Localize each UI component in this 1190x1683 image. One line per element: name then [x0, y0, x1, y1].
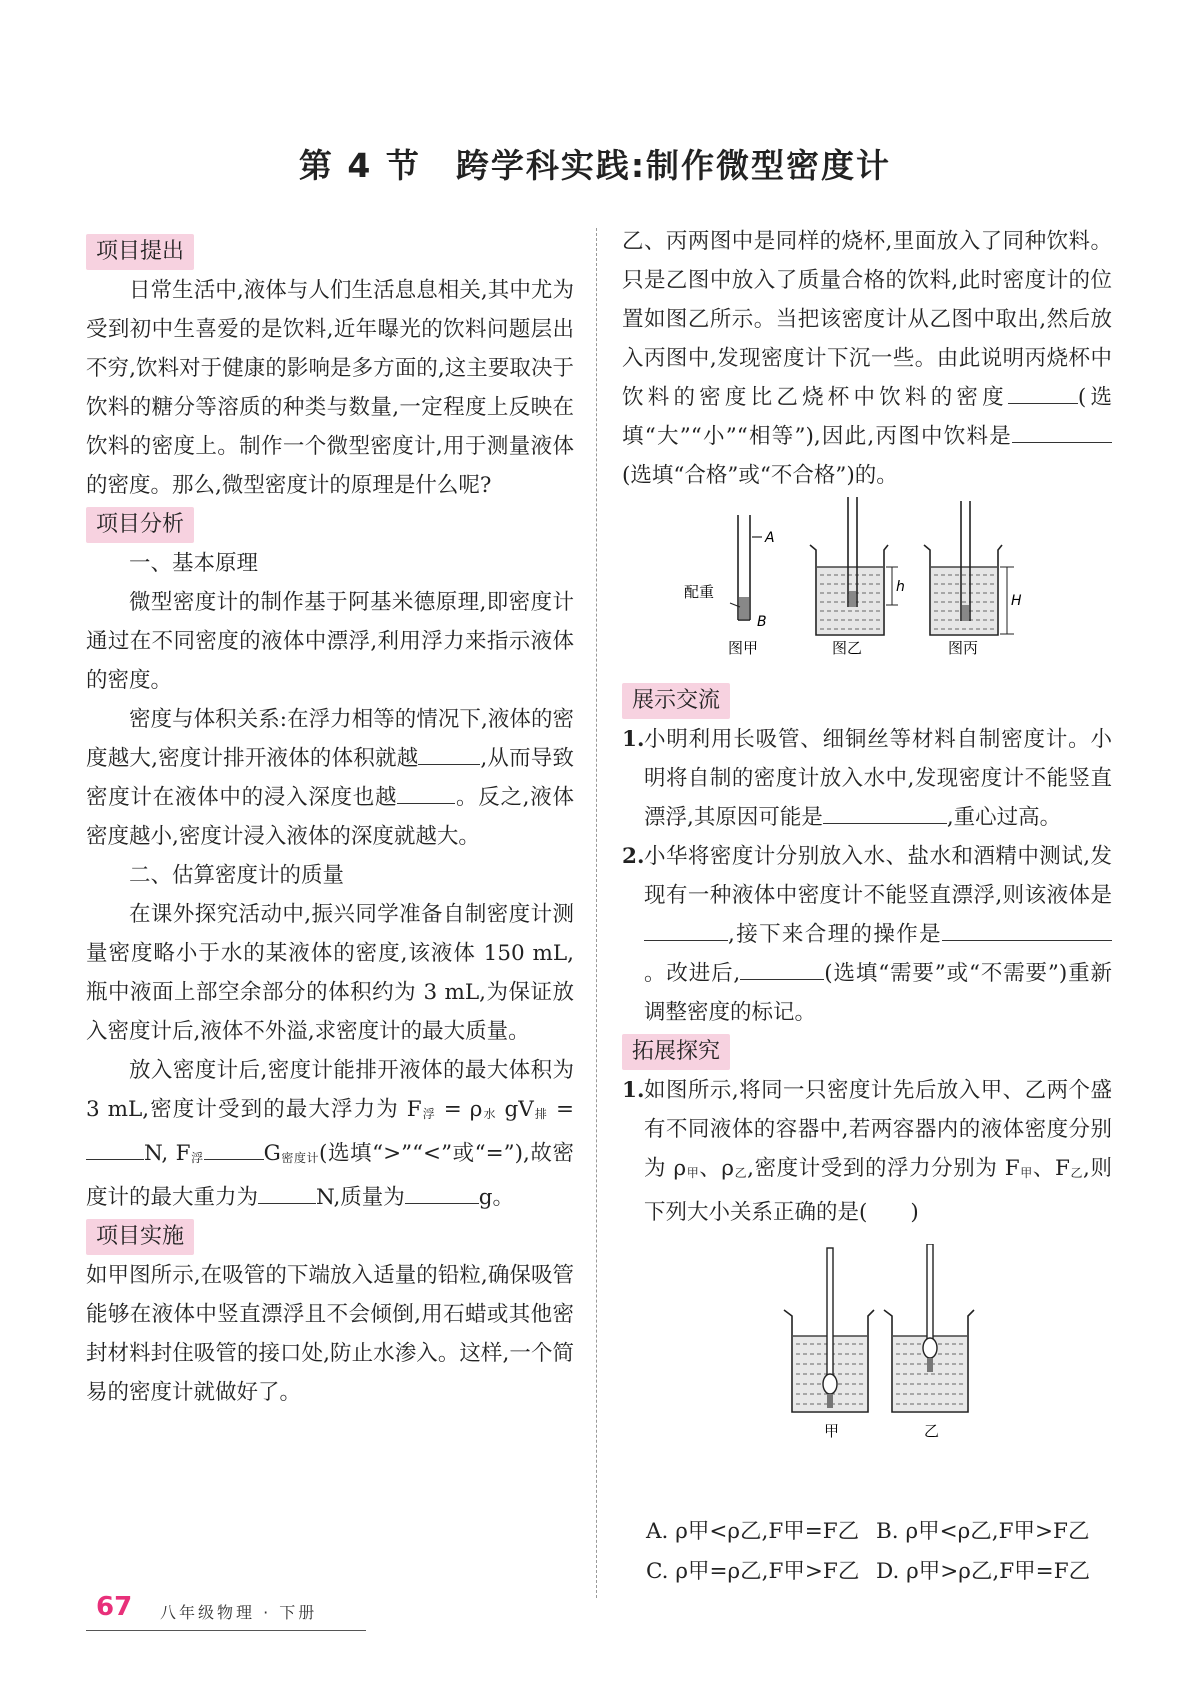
- answer-blank[interactable]: [942, 918, 1112, 941]
- answer-blank[interactable]: [405, 1181, 479, 1204]
- weight-block: [739, 597, 749, 619]
- answer-blank[interactable]: [86, 1137, 144, 1160]
- label-a: A: [765, 530, 775, 546]
- choice-c[interactable]: C. ρ甲=ρ乙,F甲>F乙: [646, 1559, 860, 1584]
- question-3: 1. 如图所示,将同一只密度计先后放入甲、乙两个盛有不同液体的容器中,若两容器内的液体密度分别为 ρ甲、ρ乙,密度计受到的浮力分别为 F甲、F乙,则下列大小关系正确的是( ): [622, 1078, 1112, 1225]
- label-h: h: [896, 579, 905, 595]
- book-title: 八年级物理 · 下册: [160, 1603, 318, 1622]
- section-heading-extension: 拓展探究: [622, 1034, 730, 1070]
- paragraph-intro: 日常生活中,液体与人们生活息息相关,其中尤为受到初中生喜爱的是饮料,近年曝光的饮料问题层出不穷,饮料对于健康的影响是多方面的,这主要取决于饮料的糖分等溶质的种类与数量,一定程度上反映在饮料的密度上。制作一个微型密度计,用于测量液体的密度。那么,微型密度计的原理是什么呢?: [86, 278, 574, 498]
- answer-choices: [646, 1512, 1106, 1592]
- choice-d[interactable]: D. ρ甲>ρ乙,F甲=F乙: [876, 1559, 1091, 1584]
- answer-blank[interactable]: [204, 1137, 264, 1160]
- choice-a[interactable]: A. ρ甲<ρ乙,F甲=F乙: [646, 1519, 860, 1544]
- page-number: 67: [96, 1592, 133, 1622]
- answer-blank[interactable]: [644, 918, 728, 941]
- paragraph-principle: 微型密度计的制作基于阿基米德原理,即密度计通过在不同密度的液体中漂浮,利用浮力来指示液体的密度。: [86, 590, 574, 693]
- beaker-yi: [884, 1244, 974, 1440]
- question-2: 2. 小华将密度计分别放入水、盐水和酒精中测试,发现有一种液体中密度计不能竖直漂浮,则该液体是,接下来合理的操作是。改进后, (选填“需要”或“不需要”)重新调整密度的标记。: [622, 844, 1112, 1025]
- left-column: [86, 232, 574, 1412]
- page-title: 第 4 节 跨学科实践:制作微型密度计: [298, 146, 892, 185]
- answer-blank[interactable]: [418, 742, 480, 765]
- label-weight: 配重: [684, 583, 715, 601]
- answer-blank[interactable]: [397, 781, 455, 804]
- section-heading-implementation: 项目实施: [86, 1219, 194, 1255]
- column-divider: [596, 228, 597, 1598]
- paragraph-comparison: 乙、丙两图中是同样的烧杯,里面放入了同种饮料。只是乙图中放入了质量合格的饮料,此时密度计的位置如图乙所示。当把该密度计从乙图中取出,然后放入丙图中,发现密度计下沉一些。由此说明丙烧杯中饮料的密度比乙烧杯中饮料的密度 (选填“大”“小”“相等”),因此,丙图中饮料是(选填“合格”或“不合格”)的。: [622, 229, 1112, 488]
- beaker-jia: [784, 1248, 874, 1440]
- hydrometer-figure: [622, 495, 1112, 681]
- paragraph-density-volume: 密度与体积关系:在浮力相等的情况下,液体的密度越大,密度计排开液体的体积就越 ,从而导致密度计在液体中的浸入深度也越 。反之,液体密度越小,密度计浸入液体的深度就越大。: [86, 707, 574, 849]
- figure-bing: [924, 501, 1022, 657]
- subheading-principle: 一、基本原理: [129, 551, 259, 576]
- caption-yi: 图乙: [832, 639, 863, 657]
- footer-rule: [86, 1630, 366, 1631]
- caption-beaker-yi: 乙: [924, 1422, 940, 1440]
- float-comparison-figure: [622, 1244, 1112, 1449]
- answer-blank[interactable]: [740, 957, 824, 980]
- section-heading-exchange: 展示交流: [622, 683, 730, 719]
- label-b: B: [757, 614, 767, 630]
- figure-jia: [684, 515, 775, 657]
- answer-blank[interactable]: [258, 1181, 316, 1204]
- question-1: 1. 小明利用长吸管、细铜丝等材料自制密度计。小明将自制的密度计放入水中,发现密度计不能竖直漂浮,其原因可能是 ,重心过高。: [622, 727, 1112, 830]
- paragraph-estimate: 在课外探究活动中,振兴同学准备自制密度计测量密度略小于水的某液体的密度,该液体 150 mL,瓶中液面上部空余部分的体积约为 3 mL,为保证放入密度计后,液体不外溢,求密度计的最大质量。: [86, 902, 574, 1044]
- label-big-h: H: [1011, 593, 1022, 609]
- choice-b[interactable]: B. ρ甲<ρ乙,F甲>F乙: [876, 1519, 1090, 1544]
- answer-blank[interactable]: [1008, 381, 1078, 404]
- answer-blank[interactable]: [1012, 420, 1112, 443]
- right-column: [622, 222, 1112, 1449]
- paragraph-calculation: 放入密度计后,密度计能排开液体的最大体积为 3 mL,密度计受到的最大浮力为 F浮 = ρ水 gV排 =N, F浮 G密度计(选填“>”“<”或“=”),故密度计的最大重力为 N,质量为 g。: [86, 1058, 574, 1210]
- section-heading-analysis: 项目分析: [86, 507, 194, 543]
- figure-yi: [810, 497, 905, 657]
- caption-bing: 图丙: [948, 639, 979, 657]
- subheading-estimate: 二、估算密度计的质量: [129, 863, 345, 888]
- paragraph-implementation: 如甲图所示,在吸管的下端放入适量的铅粒,确保吸管能够在液体中竖直漂浮且不会倾倒,用石蜡或其他密封材料封住吸管的接口处,防止水渗入。这样,一个简易的密度计就做好了。: [86, 1263, 574, 1405]
- caption-beaker-jia: 甲: [824, 1422, 840, 1440]
- answer-blank[interactable]: [823, 801, 947, 824]
- section-heading-proposal: 项目提出: [86, 234, 194, 270]
- caption-jia: 图甲: [728, 639, 759, 657]
